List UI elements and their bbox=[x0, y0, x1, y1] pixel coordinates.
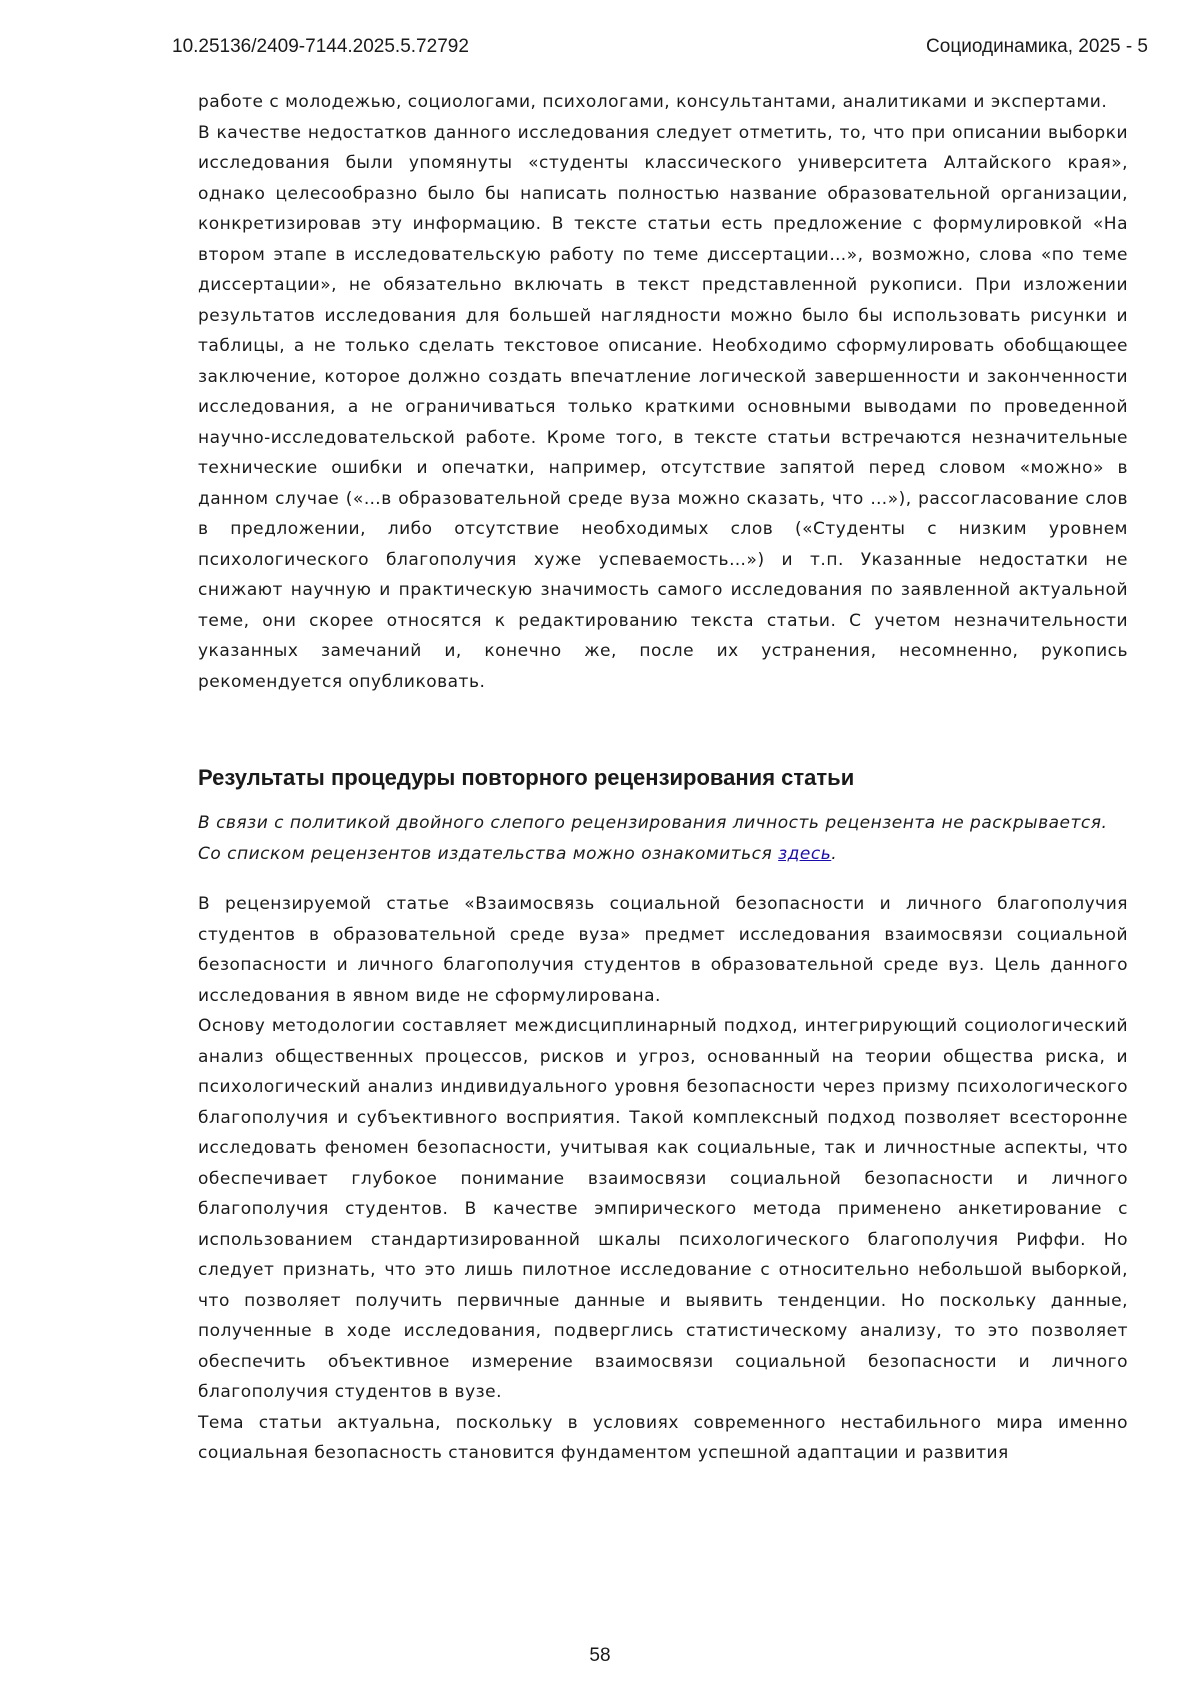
journal-issue: Социодинамика, 2025 - 5 bbox=[926, 36, 1148, 57]
reviewers-note-suffix: . bbox=[831, 843, 838, 864]
reviewers-note-prefix: Со списком рецензентов издательства можно ознакомиться bbox=[198, 843, 779, 864]
paragraph-methodology: Основу методологии составляет междисциплинарный подход, интегрирующий социологический анализ общественных процессов, рисков и угроз, основанный на теории общества риска, и психологический анализ индивидуального уровня безопасности через призму психологического благополучия и субъективного восприятия. Такой комплексный подход позволяет всесторонне исследовать феномен безопасности, учитывая как социальные, так и личностные аспекты, что обеспечивает глубокое понимание взаимосвязи социальной безопасности и личного благополучия студентов. В качестве эмпирического метода применено анкетирование с использованием стандартизированной шкалы психологического благополучия Риффи. Но следует признать, что это лишь пилотное исследование с относительно небольшой выборкой, что позволяет получить первичные данные и выявить тенденции. Но поскольку данные, полученные в ходе исследования, подверглись статистическому анализу, то это позволяет обеспечить объективное измерение взаимосвязи социальной безопасности и личного благополучия студентов в вузе. bbox=[198, 1016, 1128, 1402]
paragraph-shortcomings: В качестве недостатков данного исследования следует отметить, то, что при описании выборки исследования были упомянуты «студенты классического университета Алтайского края», однако целесообразно было бы написать полностью название образовательной организации, конкретизировав эту информацию. В тексте статьи есть предложение с формулировкой «На втором этапе в исследовательскую работу по теме диссертации…», возможно, слова «по теме диссертации», не обязательно включать в текст представленной рукописи. При изложении результатов исследования для большей наглядности можно было бы использовать рисунки и таблицы, а не только сделать текстовое описание. Необходимо сформулировать обобщающее заключение, которое должно создать впечатление логической завершенности и законченности исследования, а не ограничиваться только краткими основными выводами по проведенной научно-исследовательской работе. Кроме того, в тексте статьи встречаются незначительные технические ошибки и опечатки, например, отсутствие запятой перед словом «можно» в данном случае («…в образовательной среде вуза можно сказать, что …»), рассогласование слов в предложении, либо отсутствие необходимых слов («Студенты с низким уровнем психологического благополучия хуже успеваемость…») и т.п. Указанные недостатки не снижают научную и практическую значимость самого исследования по заявленной актуальной теме, они скорее относятся к редактированию текста статьи. С учетом незначительности указанных замечаний и, конечно же, после их устранения, несомненно, рукопись рекомендуется опубликовать. bbox=[198, 122, 1128, 692]
page-header bbox=[172, 36, 1148, 60]
blind-review-note: В связи с политикой двойного слепого рецензирования личность рецензента не раскрывается. bbox=[198, 813, 1108, 833]
section-heading: Результаты процедуры повторного рецензирования статьи bbox=[198, 765, 855, 790]
paragraph-continuation: работе с молодежью, социологами, психологами, консультантами, аналитиками и экспертами. bbox=[198, 92, 1108, 112]
doi-text: 10.25136/2409-7144.2025.5.72792 bbox=[172, 36, 469, 57]
reviewers-list-note bbox=[198, 839, 1128, 870]
article-body bbox=[198, 87, 1128, 1469]
page-number: 58 bbox=[589, 1645, 611, 1666]
paragraph-relevance: Тема статьи актуальна, поскольку в условиях современного нестабильного мира именно социальная безопасность становится фундаментом успешной адаптации и развития bbox=[198, 1412, 1128, 1463]
paragraph-subject: В рецензируемой статье «Взаимосвязь социальной безопасности и личного благополучия студентов в образовательной среде вуза» предмет исследования взаимосвязи социальной безопасности и личного благополучия студентов в образовательной среде вуз. Цель данного исследования в явном виде не сформулирована. bbox=[198, 894, 1128, 1006]
reviewers-list-link[interactable]: здесь bbox=[778, 843, 832, 864]
